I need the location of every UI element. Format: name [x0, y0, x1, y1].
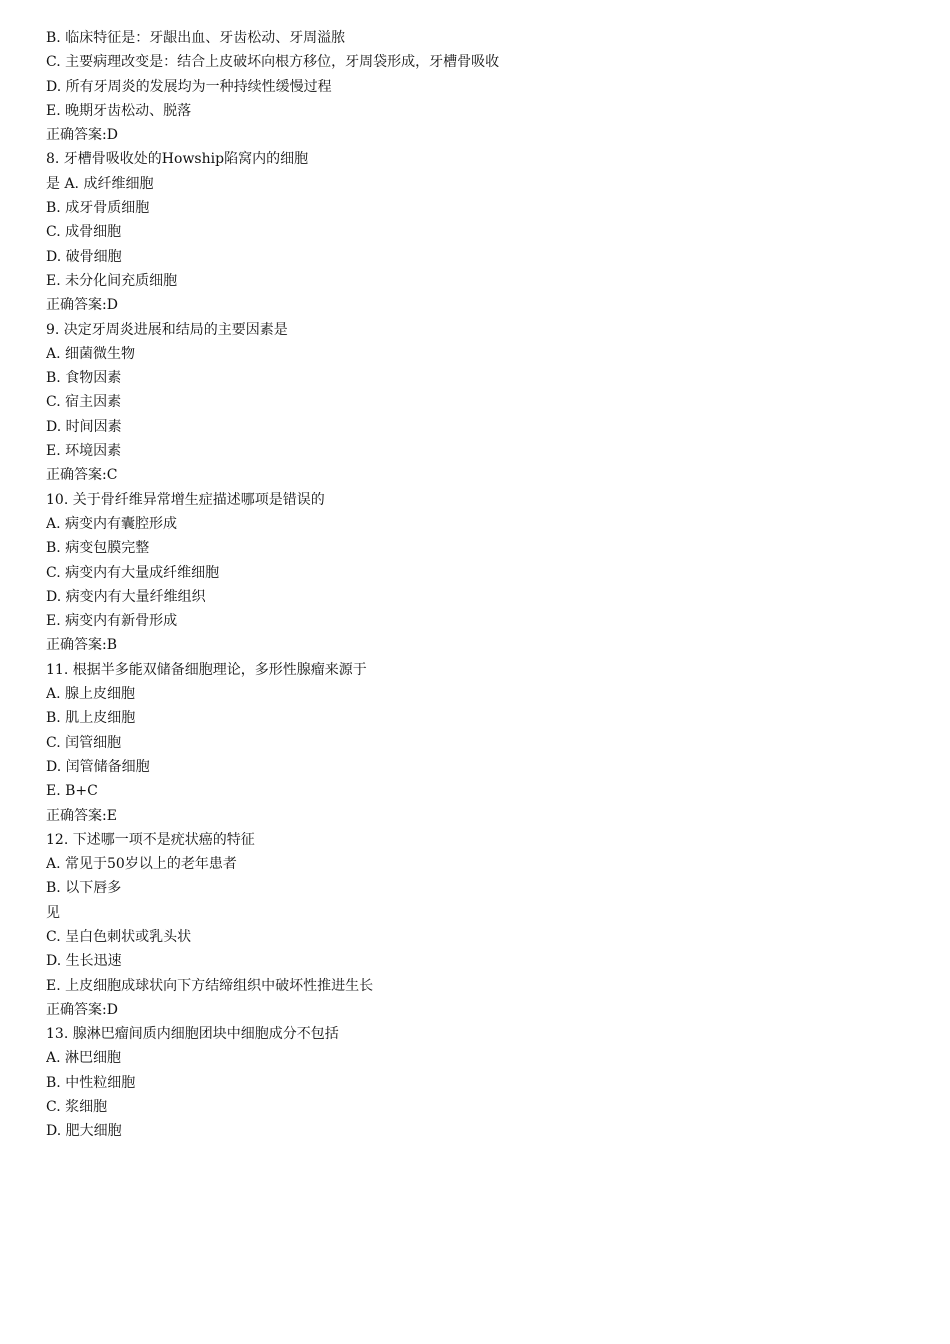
- answer-line: 正确答案:D: [46, 127, 118, 144]
- text-line: B. 成牙骨质细胞: [46, 200, 150, 217]
- text-line: A. 淋巴细胞: [46, 1050, 122, 1067]
- text-line: C. 病变内有大量成纤维细胞: [46, 564, 220, 581]
- text-line: B. 病变包膜完整: [46, 540, 150, 557]
- text-line: D. 肥大细胞: [46, 1123, 122, 1140]
- text-line: B. 临床特征是：牙龈出血、牙齿松动、牙周溢脓: [46, 30, 346, 46]
- text-line: D. 病变内有大量纤维组织: [46, 588, 206, 605]
- text-line: B. 食物因素: [46, 370, 122, 387]
- text-line: E. 上皮细胞成球状向下方结缔组织中破坏性推进生长: [46, 977, 374, 994]
- text-line: C. 浆细胞: [46, 1099, 108, 1116]
- text-line: 见: [46, 904, 60, 921]
- question-line: 10. 关于骨纤维异常增生症描述哪项是错误的: [46, 491, 325, 508]
- question-line: 13. 腺淋巴瘤间质内细胞团块中细胞成分不包括: [46, 1026, 339, 1043]
- text-line: C. 成骨细胞: [46, 224, 122, 241]
- question-line: 9. 决定牙周炎进展和结局的主要因素是: [46, 321, 288, 338]
- answer-line: 正确答案:D: [46, 1001, 118, 1018]
- text-line: D. 破骨细胞: [46, 248, 122, 265]
- text-line: A. 细菌微生物: [46, 345, 136, 362]
- text-line: A. 病变内有囊腔形成: [46, 515, 178, 532]
- text-line: B. 肌上皮细胞: [46, 710, 136, 727]
- text-line: D. 所有牙周炎的发展均为一种持续性缓慢过程: [46, 78, 332, 95]
- text-line: E. 晚期牙齿松动、脱落: [46, 102, 192, 119]
- text-line: 是 A. 成纤维细胞: [46, 175, 154, 192]
- text-line: C. 宿主因素: [46, 394, 122, 411]
- text-line: B. 中性粒细胞: [46, 1074, 136, 1091]
- answer-line: 正确答案:C: [46, 467, 118, 484]
- text-line: B. 以下唇多: [46, 880, 122, 897]
- text-line: E. 环境因素: [46, 443, 122, 460]
- document-page: [46, 26, 926, 1144]
- text-line: C. 闰管细胞: [46, 734, 122, 751]
- text-line: E. 病变内有新骨形成: [46, 613, 178, 630]
- text-line: E. 未分化间充质细胞: [46, 272, 178, 289]
- answer-line: 正确答案:D: [46, 297, 118, 314]
- text-line: D. 闰管储备细胞: [46, 758, 150, 775]
- text-line: D. 生长迅速: [46, 953, 122, 970]
- question-line: 8. 牙槽骨吸收处的Howship陷窝内的细胞: [46, 151, 309, 168]
- text-line: A. 常见于50岁以上的老年患者: [46, 856, 237, 873]
- text-line: C. 主要病理改变是：结合上皮破坏向根方移位，牙周袋形成，牙槽骨吸收: [46, 54, 500, 71]
- question-line: 12. 下述哪一项不是疣状癌的特征: [46, 831, 255, 848]
- text-line: E. B+C: [46, 783, 98, 800]
- text-line: D. 时间因素: [46, 418, 122, 435]
- answer-line: 正确答案:B: [46, 637, 118, 654]
- text-line: C. 呈白色刺状或乳头状: [46, 928, 192, 945]
- text-line: A. 腺上皮细胞: [46, 686, 136, 703]
- answer-line: 正确答案:E: [46, 807, 117, 824]
- question-line: 11. 根据半多能双储备细胞理论，多形性腺瘤来源于: [46, 661, 367, 678]
